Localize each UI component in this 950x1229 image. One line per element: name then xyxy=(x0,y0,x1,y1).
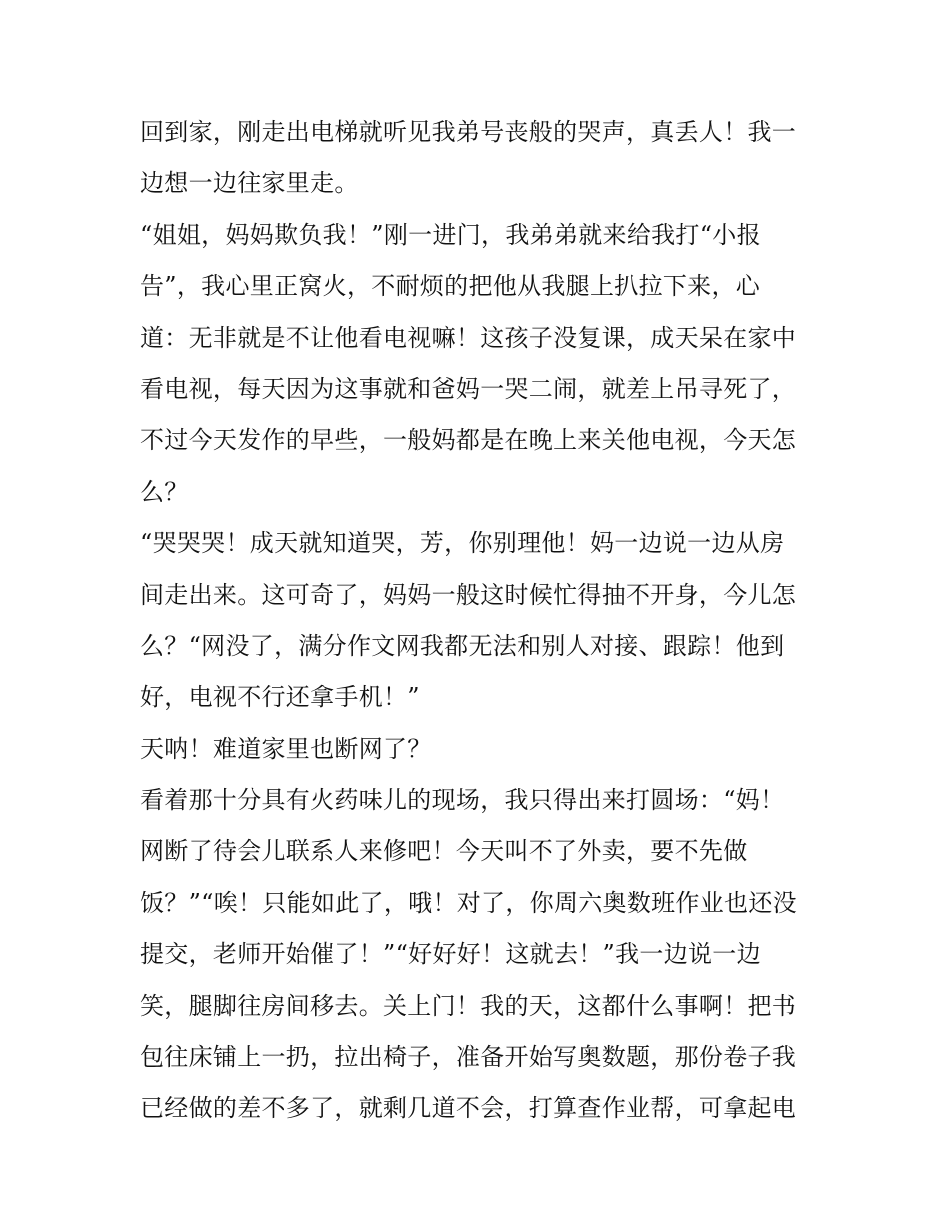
text-line: 包往床铺上一扔，拉出椅子，准备开始写奥数题，那份卷子我 xyxy=(140,1043,797,1072)
text-line: “哭哭哭！成天就知道哭，芳，你别理他！妈一边说一边从房 xyxy=(140,529,785,558)
text-line: 不过今天发作的早些，一般妈都是在晚上来关他电视，今天怎 xyxy=(140,426,797,455)
text-line: 好，电视不行还拿手机！” xyxy=(140,683,420,712)
text-line: 看着那十分具有火药味儿的现场，我只得出来打圆场：“妈！ xyxy=(140,786,785,815)
text-line: 回到家，刚走出电梯就听见我弟号丧般的哭声，真丢人！我一 xyxy=(140,118,797,146)
text-line: “姐姐，妈妈欺负我！”刚一进门，我弟弟就来给我打“小报 xyxy=(140,220,761,249)
text-line: 天呐！难道家里也断网了？ xyxy=(140,734,432,763)
text-line: 网断了待会儿联系人来修吧！今天叫不了外卖，要不先做 xyxy=(140,837,748,866)
text-line: 道：无非就是不让他看电视嘛！这孩子没复课，成天呆在家中 xyxy=(140,323,797,352)
text-line: 告”，我心里正窝火，不耐烦的把他从我腿上扒拉下来，心 xyxy=(140,272,761,301)
text-line: 已经做的差不多了，就剩几道不会，打算查作业帮，可拿起电 xyxy=(140,1094,797,1123)
text-line: 边想一边往家里走。 xyxy=(140,169,359,198)
text-line: 么？ xyxy=(140,477,189,506)
text-line: 饭？”“唉！只能如此了，哦！对了，你周六奥数班作业也还没 xyxy=(140,888,797,917)
text-line: 看电视，每天因为这事就和爸妈一哭二闹，就差上吊寻死了， xyxy=(140,374,797,403)
text-line: 间走出来。这可奇了，妈妈一般这时候忙得抽不开身，今儿怎 xyxy=(140,580,797,609)
text-line: 提交，老师开始催了！”“好好好！这就去！”我一边说一边 xyxy=(140,940,761,969)
document-body xyxy=(140,107,830,1135)
text-line: 笑，腿脚往房间移去。关上门！我的天，这都什么事啊！把书 xyxy=(140,991,797,1020)
text-line: 么？“网没了，满分作文网我都无法和别人对接、跟踪！他到 xyxy=(140,631,785,660)
